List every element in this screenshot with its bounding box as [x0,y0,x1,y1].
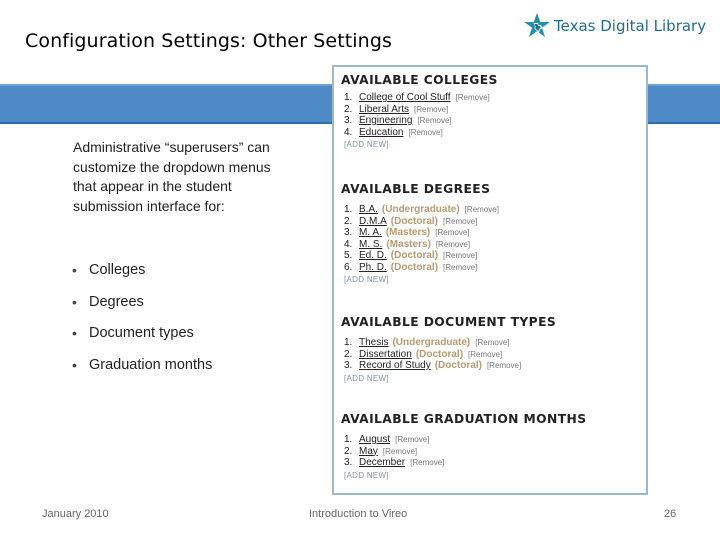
add-new-doctype-link[interactable]: [ADD NEW] [344,373,389,383]
list-item [341,360,556,372]
intro-text: Administrative “superusers” can customize the dropdown menus that appear in the student submission interface for: [73,139,271,214]
degrees-section [341,182,499,284]
page-number: 26 [664,508,677,520]
college-link[interactable]: Engineering [359,115,413,126]
item-number: 3. [344,360,353,371]
list-item [341,216,499,228]
months-list [341,434,586,469]
bullet-label: Graduation months [89,356,213,373]
remove-link[interactable]: [Remove] [435,228,470,237]
bullet-label: Colleges [89,262,146,278]
bullet-item [72,325,212,357]
colleges-section [341,73,498,149]
doctype-link[interactable]: Dissertation [359,348,412,360]
item-number: 1. [344,92,353,103]
doctype-link[interactable]: Record of Study [359,360,431,371]
list-item [341,239,499,251]
doctype-level: (Undergraduate) [392,337,471,348]
degree-level: (Masters) [385,227,431,238]
months-heading: AVAILABLE GRADUATION MONTHS [341,412,587,426]
doctypes-section [341,315,556,383]
list-item [341,92,498,104]
item-number: 2. [344,348,353,360]
list-item [341,349,556,361]
degrees-list [341,204,499,273]
tdl-logo [523,12,706,40]
month-link[interactable]: May [359,445,378,457]
list-item [341,250,499,262]
remove-link[interactable]: [Remove] [486,361,522,370]
degree-link[interactable]: M. S. [359,238,383,250]
item-number: 3. [344,115,353,126]
list-item [341,115,498,127]
college-link[interactable]: Education [359,126,404,138]
degree-level: (Masters) [386,238,431,250]
item-number: 4. [344,126,353,138]
add-new-month-link[interactable]: [ADD NEW] [344,470,389,480]
degree-level: (Undergraduate) [381,204,460,215]
footer-title: Introduction to Vireo [309,508,408,520]
list-item [341,127,498,139]
doctype-level: (Doctoral) [434,360,482,371]
item-number: 2. [344,103,353,115]
bullet-item [72,262,212,294]
item-number: 3. [344,457,353,468]
remove-link[interactable]: [Remove] [468,349,503,359]
degree-level: (Doctoral) [390,215,439,227]
degree-link[interactable]: Ed. D. [359,250,387,261]
remove-link[interactable]: [Remove] [414,104,449,114]
doctypes-heading: AVAILABLE DOCUMENT TYPES [341,315,557,329]
texas-star-icon [523,12,551,40]
degree-link[interactable]: Ph. D. [359,261,387,273]
item-number: 3. [344,227,353,238]
add-new-college-link[interactable]: [ADD NEW] [344,140,389,149]
month-link[interactable]: December [359,457,406,468]
remove-link[interactable]: [Remove] [417,116,452,125]
item-number: 6. [344,261,353,273]
item-number: 5. [344,250,353,261]
remove-link[interactable]: [Remove] [443,251,478,260]
add-new-degree-link[interactable]: [ADD NEW] [344,275,389,284]
degrees-heading: AVAILABLE DEGREES [341,182,491,196]
bullet-label: Degrees [89,293,144,310]
item-number: 2. [344,445,353,457]
logo-text: Texas Digital Library [554,17,707,35]
remove-link[interactable]: [Remove] [382,446,418,456]
remove-link[interactable]: [Remove] [475,338,510,347]
doctype-link[interactable]: Thesis [359,337,389,348]
settings-screenshot-panel [332,65,648,495]
remove-link[interactable]: [Remove] [408,127,443,137]
remove-link[interactable]: [Remove] [410,458,445,467]
degree-link[interactable]: B.A. [359,204,378,215]
item-number: 4. [344,238,353,250]
month-link[interactable]: August [359,434,391,445]
list-item [341,434,586,446]
colleges-heading: AVAILABLE COLLEGES [341,73,498,87]
list-item [341,446,586,458]
degree-level: (Doctoral) [390,261,439,273]
degree-link[interactable]: M. A. [359,227,382,238]
list-item [341,104,498,116]
list-item [341,227,499,239]
remove-link[interactable]: [Remove] [455,93,490,102]
remove-link[interactable]: [Remove] [464,205,499,214]
bullet-dot-icon: • [72,293,77,310]
list-item [341,262,499,274]
college-link[interactable]: Liberal Arts [359,103,410,115]
degree-level: (Doctoral) [390,250,439,261]
item-number: 1. [344,204,353,215]
bullet-dot-icon: • [72,262,77,278]
footer-date: January 2010 [42,508,109,520]
item-number: 1. [344,434,353,445]
list-item [341,457,586,469]
remove-link[interactable]: [Remove] [395,435,430,444]
slide-title: Configuration Settings: Other Settings [25,30,392,52]
bullet-item [72,294,212,326]
remove-link[interactable]: [Remove] [443,262,478,272]
bullet-dot-icon: • [72,356,77,373]
months-section [341,412,586,480]
item-number: 1. [344,337,353,348]
remove-link[interactable]: [Remove] [435,239,471,249]
doctypes-list [341,337,556,372]
bullet-list [72,262,212,388]
list-item [341,204,499,216]
bullet-dot-icon: • [72,325,77,341]
list-item [341,337,556,349]
item-number: 2. [344,215,353,227]
college-link[interactable]: College of Cool Stuff [359,92,451,103]
doctype-level: (Doctoral) [415,348,464,360]
degree-link[interactable]: D.M.A [359,215,387,227]
bullet-item [72,357,212,389]
bullet-label: Document types [89,325,194,341]
remove-link[interactable]: [Remove] [443,216,478,226]
colleges-list [341,92,498,138]
